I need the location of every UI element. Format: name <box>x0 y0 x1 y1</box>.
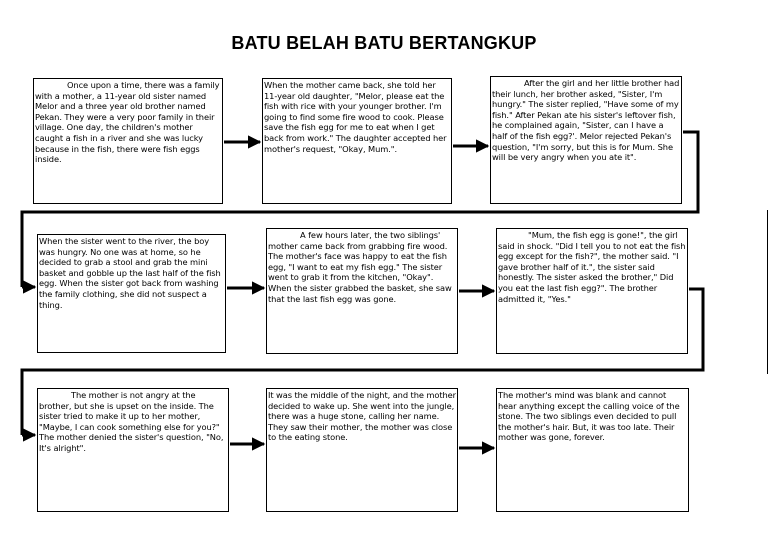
connector-row1-row2 <box>22 132 698 287</box>
story-box-2: When the mother came back, she told her 11-year old daughter, "Melor, please eat the fish with rice with your younger brother. I'm going to find some fire wood to cook. Please save the fish egg for me to eat when I get back from work." The daughter accepted her mother's request, "Okay, Mum.". <box>262 78 452 204</box>
story-box-8: It was the middle of the night, and the mother decided to wake up. She went into the jungle, there was a huge stone, calling her name. They saw their mother, the mother was close to the eating stone. <box>266 388 458 512</box>
story-box-1: Once upon a time, there was a family with a mother, a 11-year old sister named Melor and a three year old brother named Pekan. They were a very poor family in their village. One day, the children's mother caught a fish in a river and she was lucky because in the fish, there were fish eggs inside. <box>33 78 223 204</box>
story-box-7: The mother is not angry at the brother, but she is upset on the inside. The sister tried to make it up to her mother, "Maybe, I can cook something else for you?" The mother denied the sister's question, "No, It's alright". <box>37 388 229 512</box>
connector-row2-row3 <box>22 289 703 435</box>
story-box-4: When the sister went to the river, the boy was hungry. No one was at home, so he decided to grab a stool and grab the mini basket and gobble up the last half of the fish egg. When the sister got back from washing the family clothing, she did not suspect a thing. <box>37 234 226 353</box>
story-box-3: After the girl and her little brother had their lunch, her brother asked, "Sister, I'm hungry." The sister replied, "Have some of my fish." After Pekan ate his sister's leftover fish, he complained again, "Sister, can I have a half of the fish egg?'. Melor rejected Pekan's question, "I'm sorry, but this is for Mum. She will be very angry when you ate it". <box>490 76 682 204</box>
story-box-6: "Mum, the fish egg is gone!", the girl said in shock. "Did I tell you to not eat the fish egg except for the fish?", the mother said. "I gave brother half of it.", the sister said honestly. The sister asked the brother," Did you eat the last fish egg?". The brother admitted it, "Yes." <box>496 228 688 354</box>
story-box-9: The mother's mind was blank and cannot hear anything except the calling voice of the stone. The two siblings even decided to pull the mother's hair. But, it was too late. Their mother was gone, forever. <box>496 388 689 512</box>
story-box-5: A few hours later, the two siblings' mother came back from grabbing fire wood. The mother's face was happy to eat the fish egg, "I want to eat my fish egg." The sister went to grab it from the kitchen, "Okay". When the sister grabbed the basket, she saw that the last fish egg was gone. <box>266 228 458 354</box>
diagram-title: BATU BELAH BATU BERTANGKUP <box>231 33 537 53</box>
